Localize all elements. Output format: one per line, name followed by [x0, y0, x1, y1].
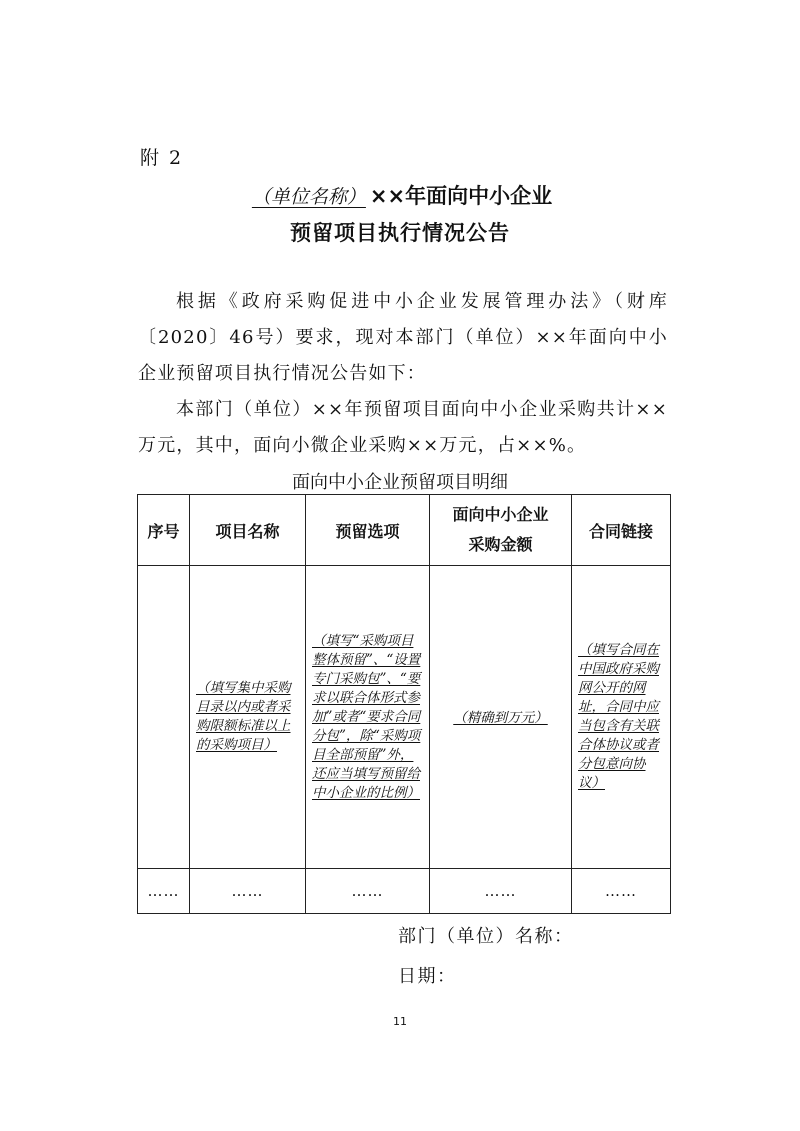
- cell-contract-link: [572, 566, 671, 869]
- intro-paragraph: 根据《政府采购促进中小企业发展管理办法》（财库〔2020〕46号）要求，现对本部门（单位）××年面向中小企业预留项目执行情况公告如下：: [138, 291, 668, 384]
- notice-title-line2: 预留项目执行情况公告: [290, 221, 510, 245]
- table-row-ellipsis: [138, 869, 671, 914]
- cell-reserve-option: [306, 566, 430, 869]
- table-row: [138, 566, 671, 869]
- table-title: 面向中小企业预留项目明细: [292, 472, 508, 493]
- header-amount-line1: 面向中小企业: [452, 505, 549, 524]
- ellipsis-cell: ……: [306, 869, 430, 914]
- appendix-label: 附 2: [140, 147, 184, 169]
- ellipsis-cell: ……: [572, 869, 671, 914]
- ellipsis-cell: ……: [138, 869, 190, 914]
- ellipsis-cell: ……: [430, 869, 572, 914]
- table-header-row: [138, 495, 671, 566]
- page-number: 11: [393, 1015, 407, 1028]
- ellipsis-cell: ……: [190, 869, 306, 914]
- reserve-option-note: （填写“采购项目整体预留”、“设置专门采购包”、“要求以联合体形式参加”或者“要求合同分包”，除“采购项目全部预留”外，还应当填写预留给中小企业的比例）: [312, 632, 421, 801]
- header-contract-link: 合同链接: [572, 495, 671, 566]
- summary-paragraph: 本部门（单位）××年预留项目面向中小企业采购共计××万元，其中，面向小微企业采购××万元，占××%。: [138, 399, 668, 456]
- contract-link-note: （填写合同在中国政府采购网公开的网址，合同中应当包含有关联合体协议或者分包意向协议）: [578, 642, 659, 791]
- date-label: 日期：: [398, 966, 457, 987]
- header-amount: [430, 495, 572, 566]
- title-line1-text: ××年面向中小企业: [369, 184, 553, 208]
- cell-index: [138, 566, 190, 869]
- notice-title-line1: [0, 180, 800, 210]
- amount-note: （精确到万元）: [453, 709, 548, 726]
- header-reserve-option: 预留选项: [306, 495, 430, 566]
- header-index: 序号: [138, 495, 190, 566]
- detail-table: [137, 494, 671, 914]
- cell-project-name: [190, 566, 306, 869]
- header-amount-line2: 采购金额: [468, 535, 533, 554]
- cell-amount: [430, 566, 572, 869]
- header-project-name: 项目名称: [190, 495, 306, 566]
- department-name-label: 部门（单位）名称：: [398, 926, 574, 947]
- project-name-note: （填写集中采购目录以内或者采购限额标准以上的采购项目）: [196, 680, 291, 753]
- unit-name-placeholder: （单位名称）: [251, 186, 366, 208]
